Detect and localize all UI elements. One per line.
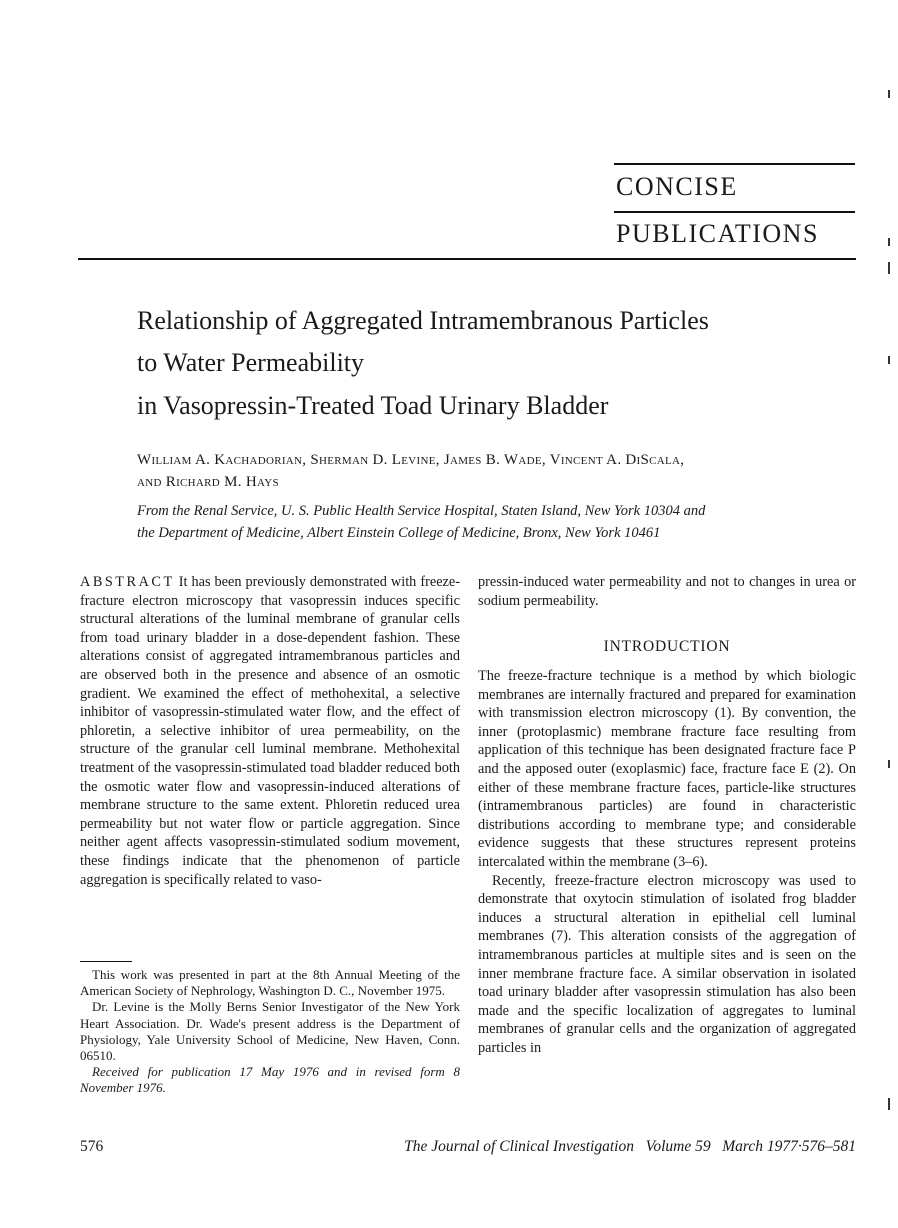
- section-middle-rule: [614, 211, 855, 213]
- abstract-continuation: [478, 573, 856, 610]
- abstract-label: ABSTRACT: [80, 574, 175, 590]
- edge-mark: [888, 262, 890, 274]
- edge-mark: [888, 90, 890, 98]
- journal-issue: March 1977·576–581: [722, 1138, 856, 1155]
- footnote-received: Received for publication 17 May 1976 and in revised form 8 November 1976.: [80, 1064, 460, 1096]
- journal-citation: [404, 1138, 856, 1156]
- edge-mark: [888, 356, 890, 364]
- title-line-2: to Water Permeability: [137, 348, 365, 377]
- section-label-concise: CONCISE: [616, 172, 738, 201]
- author-line-1: William A. Kachadorian, Sherman D. Levine, James B. Wade, Vincent A. DiScala,: [137, 452, 685, 468]
- introduction-body: [478, 667, 856, 1057]
- abstract-continuation-text: pressin-induced water permeability and not to changes in urea or sodium permeability.: [478, 574, 856, 609]
- footnote-rule: [80, 961, 132, 962]
- abstract-text: It has been previously demonstrated with freeze-fracture electron microscopy that vasopressin induces specific structural alterations of the luminal membrane of granular cells from toad urinary bladder in a dose-dependent fashion. These alterations consist of aggregated intramembranous particles and are observed both in the presence and absence of an osmotic gradient. We examined the effect of methohexital, a selective inhibitor of vasopressin-stimulated water flow, and the effect of phloretin, a selective inhibitor of urea permeability, on the structure of the granular cell luminal membrane. Methohexital treatment of the vasopressin-stimulated toad bladder reduced both the osmotic water flow and vasopressin-induced alterations of membrane structure to the same extent. Phloretin reduced urea permeability but not water flow or particle aggregation. Since neither agent affects vasopressin-stimulated sodium movement, these findings indicate that the phenomenon of particle aggregation is specifically related to vaso-: [80, 574, 460, 888]
- affiliation-line-1: From the Renal Service, U. S. Public Health Service Hospital, Staten Island, New York 10304 and: [137, 503, 706, 519]
- header-full-rule: [78, 258, 856, 260]
- affiliation: [137, 500, 867, 544]
- edge-mark: [888, 760, 890, 768]
- page-number: 576: [80, 1138, 104, 1155]
- author-list: [137, 449, 857, 493]
- intro-paragraph-1: The freeze-fracture technique is a method by which biologic membranes are internally fractured and prepared for examination with transmission electron microscopy (1). By convention, the inner (protoplasmic) membrane fracture face resulting from application of this technique has been designated fracture face P and the apposed outer (exoplasmic) face, fracture face E (2). On either of these membrane fracture faces, particle-like structures (intramembranous particles) are found in characteristic distributions according to membrane type; and considerable evidence suggests that these structures represent proteins intercalated within the membrane (3–6).: [478, 668, 856, 870]
- title-line-1: Relationship of Aggregated Intramembranous Particles: [137, 306, 709, 335]
- edge-mark: [888, 1098, 890, 1110]
- footnote-presentation: This work was presented in part at the 8th Annual Meeting of the American Society of Nephrology, Washington D. C., November 1975.: [80, 967, 460, 999]
- intro-paragraph-2: Recently, freeze-fracture electron microscopy was used to demonstrate that oxytocin stimulation of isolated frog bladder induces a structural alteration in epithelial cell luminal membranes (7). This alteration consists of the aggregation of intramembranous particles at multiple sites and is seen on the inner membrane fracture face. A similar observation in isolated toad urinary bladder after vasopressin stimulation has also been made and the specific localization of aggregates to luminal membranes of granular cells and the organization of aggregated particles in: [478, 872, 856, 1056]
- journal-name: The Journal of Clinical Investigation: [404, 1138, 634, 1155]
- abstract: [80, 573, 460, 889]
- footnote-investigator: Dr. Levine is the Molly Berns Senior Investigator of the New York Heart Association. Dr. Wade's present address is the Department of Physiology, Yale University School of Medicine, New Haven, Conn. 06510.: [80, 999, 460, 1064]
- journal-volume: Volume 59: [645, 1138, 711, 1155]
- introduction-heading: INTRODUCTION: [603, 638, 731, 655]
- title-line-3: in Vasopressin-Treated Toad Urinary Bladder: [137, 391, 609, 420]
- affiliation-line-2: the Department of Medicine, Albert Einstein College of Medicine, Bronx, New York 10461: [137, 525, 661, 541]
- author-line-2: and Richard M. Hays: [137, 474, 279, 490]
- footnotes: [80, 967, 460, 1097]
- edge-mark: [888, 238, 890, 246]
- section-label-publications: PUBLICATIONS: [616, 219, 819, 248]
- section-top-rule: [614, 163, 855, 165]
